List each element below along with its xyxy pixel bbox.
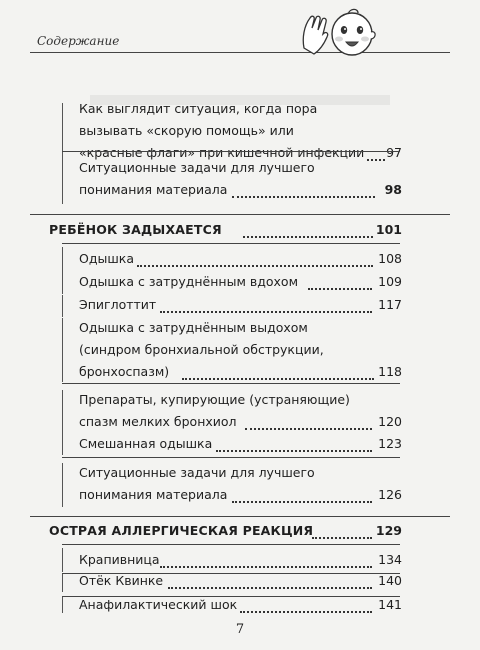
- leader-dots: [312, 537, 372, 539]
- entry-bar: [62, 433, 63, 455]
- leader-dots: [160, 311, 372, 313]
- toc-entry-title: Препараты, купирующие (устраняющие) спазм мелких бронхиол: [79, 392, 350, 429]
- toc-page-number: 120: [378, 414, 402, 429]
- leader-dots: [232, 196, 375, 198]
- toc-entry-title: Эпиглоттит: [79, 297, 157, 312]
- leader-dots: [240, 611, 372, 613]
- leader-dots: [182, 378, 374, 380]
- toc-page-number: 117: [378, 297, 402, 312]
- leader-dots: [232, 501, 372, 503]
- toc-entry-title: Одышка с затруднённым выдохом (синдром бронхиальной обструкции, бронхоспазм): [79, 320, 324, 379]
- entry-bar: [62, 295, 63, 317]
- entry-bar: [62, 597, 63, 613]
- leader-dots: [308, 288, 372, 290]
- toc-page-number: 101: [375, 222, 402, 237]
- toc-entry-title: Одышка: [79, 251, 134, 266]
- entry-bar: [62, 463, 63, 507]
- leader-dots: [245, 428, 372, 430]
- toc-page-number: 97: [386, 145, 402, 160]
- entry-divider: [62, 544, 400, 545]
- section-divider: [30, 214, 450, 215]
- entry-divider: [62, 243, 400, 244]
- toc-entry-title: Смешанная одышка: [79, 436, 213, 451]
- toc-page-number: 98: [384, 182, 402, 197]
- section-divider: [30, 516, 450, 517]
- toc-entry-title: Как выглядит ситуация, когда пора вызывать «скорую помощь» или «красные флаги» при кишечной инфекции: [79, 101, 365, 160]
- toc-page-number: 129: [375, 523, 402, 538]
- entry-bar: [62, 103, 63, 167]
- section-title: ОСТРАЯ АЛЛЕРГИЧЕСКАЯ РЕАКЦИЯ: [49, 523, 314, 538]
- entry-divider: [62, 457, 400, 458]
- toc-entry-title: Отёк Квинке: [79, 573, 164, 588]
- toc-page-number: 141: [378, 597, 402, 612]
- toc-entry-title: Ситуационные задачи для лучшего понимания материала: [79, 160, 315, 197]
- entry-bar: [62, 247, 63, 272]
- entry-bar: [62, 574, 63, 592]
- toc-page-number: 108: [378, 251, 402, 266]
- toc-page-number: 109: [378, 274, 402, 289]
- leader-dots: [243, 236, 373, 238]
- leader-dots: [168, 587, 372, 589]
- page-number: 7: [235, 622, 245, 637]
- toc-entry-title: Ситуационные задачи для лучшего понимания материала: [79, 465, 315, 502]
- entry-bar: [62, 160, 63, 204]
- entry-bar: [62, 390, 63, 434]
- running-header-title: Содержание: [37, 34, 120, 48]
- toc-page-number: 118: [378, 364, 402, 379]
- toc-entry-title: Анафилактический шок: [79, 597, 238, 612]
- entry-bar: [62, 318, 63, 382]
- section-title: РЕБЁНОК ЗАДЫХАЕТСЯ: [49, 222, 222, 237]
- toc-page-number: 140: [378, 573, 402, 588]
- entry-divider: [62, 383, 400, 384]
- toc-page-number: 126: [378, 487, 402, 502]
- entry-bar: [62, 272, 63, 294]
- leader-dots: [216, 450, 372, 452]
- toc-entry-title: Одышка с затруднённым вдохом: [79, 274, 298, 289]
- entry-bar: [62, 548, 63, 572]
- toc-entry-title: Крапивница: [79, 552, 160, 567]
- entry-divider: [62, 151, 400, 152]
- baby-face-icon: [300, 4, 390, 56]
- toc-page-number: 123: [378, 436, 402, 451]
- leader-dots: [160, 566, 372, 568]
- leader-dots: [137, 265, 373, 267]
- toc-page-number: 134: [378, 552, 402, 567]
